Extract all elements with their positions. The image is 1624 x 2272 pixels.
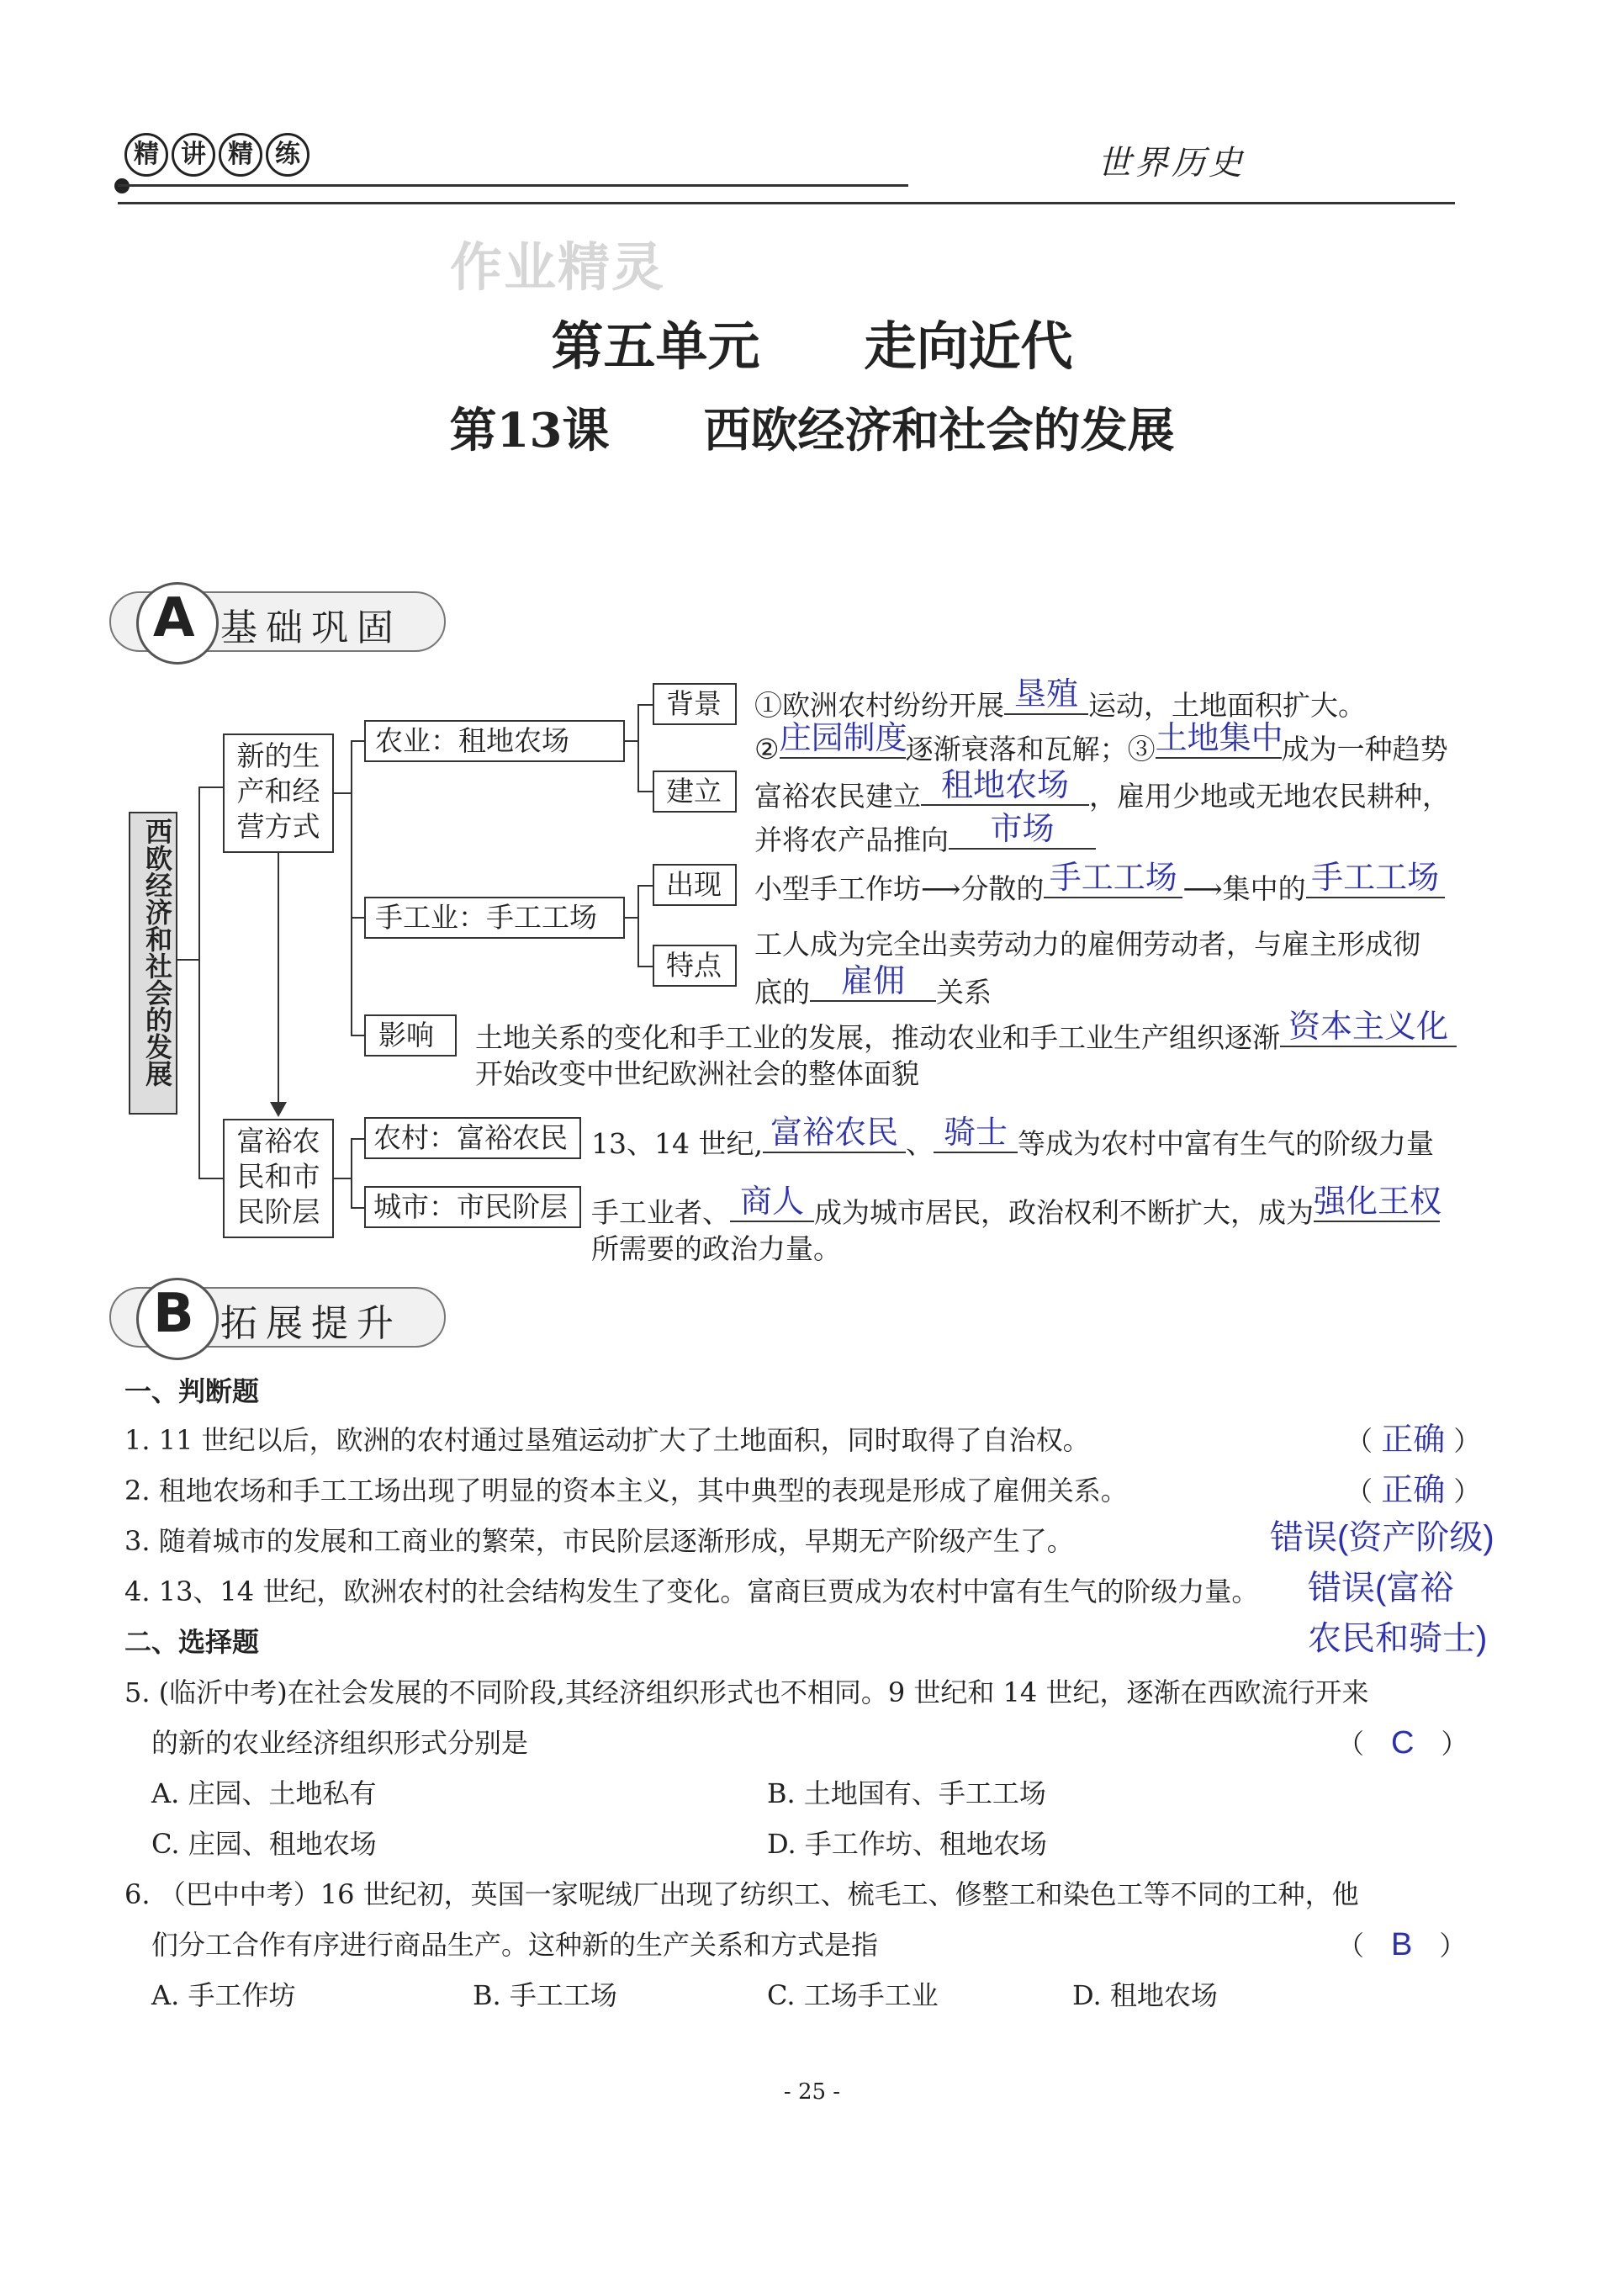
- answer-6: B: [1391, 1927, 1413, 1962]
- subject-label: 世界历史: [1098, 144, 1246, 183]
- label-feature-text: 特点: [666, 949, 722, 982]
- branch-wealthy-citizens-text: 富裕农民和市民阶层: [236, 1125, 320, 1228]
- answer-bracket-5: （ C ）: [1337, 1725, 1468, 1761]
- urban-line-1: 手工业者、 商人 成为城市居民，政治权利不断扩大，成为 强化王权: [591, 1184, 1442, 1229]
- label-background-text: 背景: [666, 687, 722, 720]
- answer-bg-1: 垦殖: [1013, 677, 1078, 712]
- q5-option-a: A. 庄园、土地私有: [151, 1777, 377, 1809]
- brand-char-4: 练: [266, 133, 309, 177]
- q5-option-c: C. 庄园、租地农场: [151, 1828, 377, 1860]
- answer-4-line1: 错误(富裕: [1308, 1570, 1454, 1607]
- question-3: 3. 随着城市的发展和工商业的繁荣，市民阶层逐渐形成，早期无产阶级产生了。: [124, 1525, 1074, 1557]
- answer-bracket-2: （ 正确 ）: [1346, 1473, 1481, 1508]
- section-a-title: 基础巩固: [220, 606, 402, 649]
- urban-line-2: 所需要的政治力量。: [591, 1232, 841, 1265]
- answer-appear-1: 手工工场: [1049, 861, 1177, 896]
- part1-heading: 一、判断题: [124, 1375, 260, 1407]
- brand-char-2: 讲: [172, 133, 215, 177]
- watermark: 作业精灵: [450, 236, 666, 298]
- node-impact-text: 影响: [378, 1019, 434, 1051]
- feature-line-1: 工人成为完全出卖劳动力的雇佣劳动者，与雇主形成彻: [754, 928, 1420, 961]
- connector: [177, 959, 198, 961]
- label-appear-text: 出现: [666, 868, 722, 901]
- question-5-line2: 的新的农业经济组织形式分别是: [151, 1727, 529, 1759]
- connector: [625, 917, 637, 919]
- connector: [637, 791, 653, 792]
- node-handicraft-text: 手工业：手工工场: [375, 901, 597, 934]
- section-a-letter: A: [153, 587, 195, 649]
- arrow-down-icon: [270, 1102, 287, 1117]
- answer-appear-2: 手工工场: [1311, 861, 1440, 896]
- answer-feature: 雇佣: [840, 964, 905, 999]
- bg-line-1: ①欧洲农村纷纷开展 垦殖 运动，土地面积扩大。: [754, 677, 1366, 722]
- connector: [625, 740, 637, 742]
- branch-new-production-text: 新的生产和经营方式: [236, 739, 320, 843]
- build-line-2: 并将农产品推向 市场: [754, 818, 1096, 857]
- impact-line-2: 开始改变中世纪欧洲社会的整体面貌: [475, 1057, 919, 1090]
- q6-option-c: C. 工场手工业: [767, 1979, 939, 2011]
- answer-bg-3: 土地集中: [1155, 721, 1283, 756]
- question-5-line1: 5. (临沂中考)在社会发展的不同阶段,其经济组织形式也不相同。9 世纪和 14 世纪，逐渐在西欧流行开来: [124, 1676, 1369, 1708]
- question-1: 1. 11 世纪以后，欧洲的农村通过垦殖运动扩大了土地面积，同时取得了自治权。: [124, 1424, 1090, 1456]
- arrow-right-icon: ⟶: [921, 872, 961, 905]
- answer-rural-1: 富裕农民: [770, 1115, 898, 1151]
- header-rule-long: [118, 202, 1455, 204]
- answer-build-1: 租地农场: [940, 768, 1069, 803]
- answer-bracket-1: （ 正确 ）: [1346, 1422, 1481, 1458]
- lesson-title: 第13课 西欧经济和社会的发展: [449, 403, 1175, 458]
- connector: [351, 740, 352, 1036]
- connector: [278, 853, 279, 1105]
- answer-2: 正确: [1381, 1473, 1446, 1508]
- q6-option-a: A. 手工作坊: [151, 1979, 296, 2011]
- connector: [351, 1138, 352, 1209]
- connector: [351, 740, 364, 742]
- answer-build-2: 市场: [990, 812, 1055, 847]
- question-6-line2: 们分工合作有序进行商品生产。这种新的生产关系和方式是指: [151, 1929, 879, 1961]
- q6-option-d: D. 租地农场: [1072, 1979, 1218, 2011]
- question-6-line1: 6. （巴中中考）16 世纪初，英国一家呢绒厂出现了纺织工、梳毛工、修整工和染色工等不同的工种，他: [124, 1878, 1359, 1910]
- connector: [351, 1138, 364, 1140]
- section-b-letter: B: [153, 1283, 194, 1345]
- answer-urban-2: 强化王权: [1314, 1184, 1442, 1220]
- connector: [637, 966, 653, 967]
- node-urban-text: 城市：市民阶层: [373, 1190, 568, 1223]
- connector: [334, 792, 351, 794]
- feature-line-2: 底的 雇佣 关系: [754, 964, 992, 1009]
- connector: [637, 704, 653, 706]
- build-line-1: 富裕农民建立 租地农场 ，雇用少地或无地农民耕种，: [754, 768, 1450, 813]
- connector: [637, 885, 639, 967]
- mindmap-root-text: 西欧经济和社会的发展: [141, 818, 173, 1087]
- brand-logo: [124, 133, 313, 177]
- connector: [198, 786, 200, 1179]
- connector: [351, 1207, 364, 1209]
- section-b-title: 拓展提升: [220, 1302, 402, 1345]
- connector: [637, 704, 639, 792]
- q5-option-b: B. 土地国有、手工工场: [767, 1777, 1046, 1809]
- answer-1: 正确: [1381, 1422, 1446, 1458]
- connector: [351, 917, 364, 919]
- answer-rural-2: 骑士: [943, 1115, 1008, 1151]
- part2-heading: 二、选择题: [124, 1626, 260, 1658]
- arrow-right-icon: ⟶: [1182, 872, 1223, 905]
- brand-char-3: 精: [219, 133, 262, 177]
- connector: [637, 885, 653, 887]
- question-4: 4. 13、14 世纪，欧洲农村的社会结构发生了变化。富商巨贾成为农村中富有生气的阶级力量。: [124, 1576, 1259, 1607]
- answer-4-line2: 农民和骑士): [1308, 1620, 1488, 1657]
- header-rule-short: [118, 184, 908, 187]
- answer-bracket-6: （ B ）: [1337, 1927, 1467, 1962]
- answer-urban-1: 商人: [739, 1184, 804, 1220]
- connector: [198, 786, 224, 788]
- unit-title: 第五单元 走向近代: [551, 315, 1073, 377]
- appear-line: 小型手工作坊⟶分散的 手工工场 ⟶集中的 手工工场: [754, 866, 1445, 906]
- connector: [198, 1178, 224, 1179]
- answer-3: 错误(资产阶级): [1270, 1519, 1494, 1556]
- question-2: 2. 租地农场和手工工场出现了明显的资本主义，其中典型的表现是形成了雇佣关系。: [124, 1475, 1128, 1507]
- bg-line-2: ② 庄园制度 逐渐衰落和瓦解；③ 土地集中 成为一种趋势: [754, 721, 1448, 765]
- node-rural-text: 农村：富裕农民: [373, 1121, 568, 1154]
- page-number: - 25 -: [783, 2079, 841, 2105]
- answer-impact: 资本主义化: [1288, 1009, 1448, 1045]
- brand-char-1: 精: [124, 133, 168, 177]
- node-agriculture-text: 农业：租地农场: [375, 724, 569, 757]
- rural-line: 13、14 世纪, 富裕农民 、 骑士 等成为农村中富有生气的阶级力量: [591, 1115, 1434, 1160]
- q5-option-d: D. 手工作坊、租地农场: [767, 1828, 1047, 1860]
- connector: [351, 1035, 364, 1036]
- connector: [334, 1178, 351, 1179]
- label-establish-text: 建立: [666, 775, 722, 808]
- impact-line-1: 土地关系的变化和手工业的发展，推动农业和手工业生产组织逐渐 资本主义化: [475, 1015, 1457, 1055]
- answer-5: C: [1391, 1725, 1415, 1761]
- q6-option-b: B. 手工工场: [473, 1979, 617, 2011]
- answer-bg-2: 庄园制度: [779, 721, 907, 756]
